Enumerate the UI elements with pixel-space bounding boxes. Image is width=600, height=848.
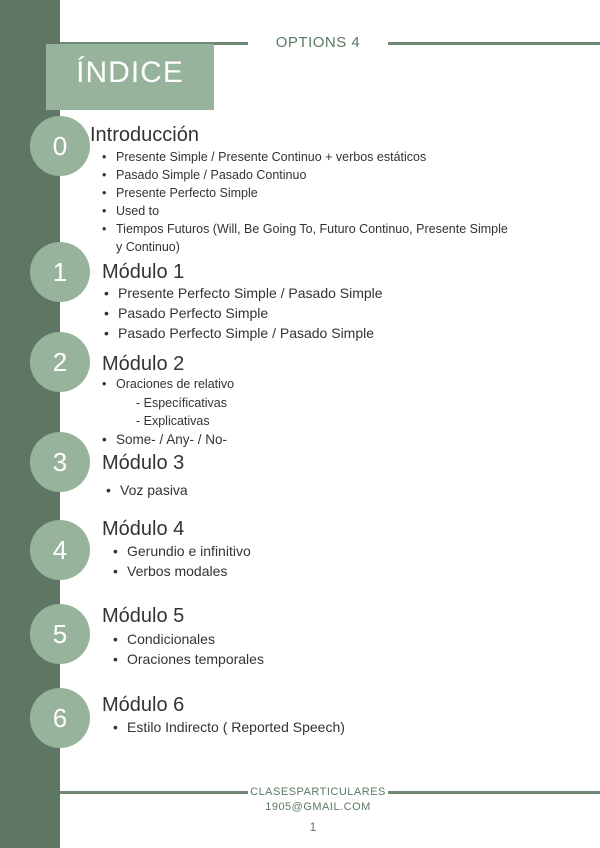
section-number-6: 6 — [30, 688, 90, 748]
section-number-1: 1 — [30, 242, 90, 302]
list-item: • Oraciones temporales — [113, 649, 264, 669]
section-heading-modulo-2: Módulo 2 — [102, 353, 185, 375]
section-heading-modulo-4: Módulo 4 — [102, 518, 185, 540]
list-item: • Verbos modales — [113, 561, 251, 581]
section-list-modulo-6 — [113, 717, 345, 737]
list-item: • Voz pasiva — [106, 480, 188, 500]
list-item: • Pasado Perfecto Simple / Pasado Simple — [104, 323, 383, 343]
list-item: • Tiempos Futuros (Will, Be Going To, Futuro Continuo, Presente Simple — [102, 220, 508, 238]
section-list-modulo-4 — [113, 541, 251, 581]
list-item: • Used to — [102, 202, 508, 220]
section-list-modulo-1 — [104, 283, 383, 343]
section-list-modulo-3 — [106, 480, 188, 500]
footer-line-1: CLASESPARTICULARES — [250, 786, 386, 798]
list-subitem: - Específicativas — [136, 395, 228, 410]
list-item: • Some- / Any- / No- — [102, 431, 234, 450]
section-heading-modulo-5: Módulo 5 — [102, 605, 185, 627]
section-heading-modulo-3: Módulo 3 — [102, 452, 185, 474]
index-title-box — [46, 44, 214, 110]
list-item-continuation: y Continuo) — [116, 240, 180, 254]
list-item: • Gerundio e infinitivo — [113, 541, 251, 561]
index-title: ÍNDICE — [76, 56, 184, 89]
list-item: • Estilo Indirecto ( Reported Speech) — [113, 717, 345, 737]
list-item: • Condicionales — [113, 629, 264, 649]
section-heading-introduccion: Introducción — [90, 124, 199, 146]
list-item: • Presente Perfecto Simple — [102, 184, 508, 202]
header-rule-right — [388, 42, 600, 45]
footer-rule-right — [388, 791, 600, 794]
section-list-modulo-5 — [113, 629, 264, 669]
list-item: • Pasado Perfecto Simple — [104, 303, 383, 323]
section-list-introduccion — [102, 148, 508, 256]
section-number-5: 5 — [30, 604, 90, 664]
section-list-modulo-2 — [102, 375, 234, 449]
section-heading-modulo-6: Módulo 6 — [102, 694, 185, 716]
section-heading-modulo-1: Módulo 1 — [102, 261, 185, 283]
section-number-4: 4 — [30, 520, 90, 580]
section-number-2: 2 — [30, 332, 90, 392]
section-number-3: 3 — [30, 432, 90, 492]
page-number: 1 — [309, 820, 317, 834]
footer-rule-left — [60, 791, 248, 794]
list-item: • Oraciones de relativo — [102, 375, 234, 394]
list-subitem: - Explicativas — [136, 414, 210, 428]
list-item: • Presente Simple / Presente Continuo + verbos estáticos — [102, 148, 508, 166]
list-item: • Presente Perfecto Simple / Pasado Simple — [104, 283, 383, 303]
footer-email: 1905@GMAIL.COM — [265, 801, 371, 813]
list-item: • Pasado Simple / Pasado Continuo — [102, 166, 508, 184]
section-number-0: 0 — [30, 116, 90, 176]
header-title: OPTIONS 4 — [275, 34, 361, 51]
